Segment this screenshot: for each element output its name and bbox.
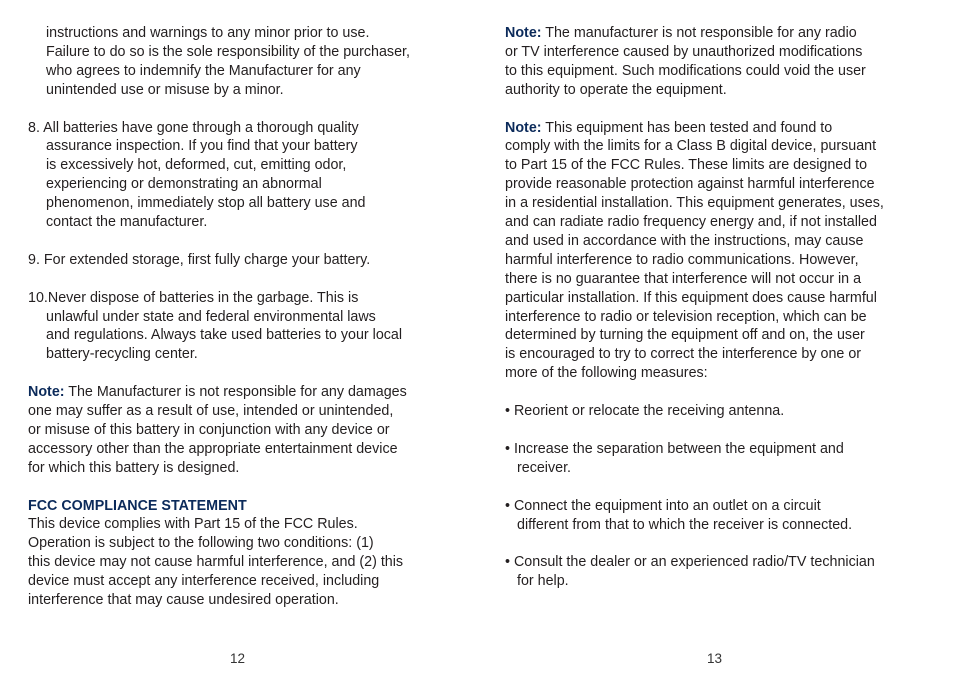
fcc-statement-text: This device complies with Part 15 of the FCC Rules. Operation is subject to the following two conditions: (1) this device may not cause harmful interference, and (2) this device must accept any interference received, including interference that may cause undesired operation. [28, 516, 404, 609]
note-text: This equipment has been tested and found to comply with the limits for a Class B digital device, pursuant to Part 15 of the FCC Rules. These limits are designed to provide reasonable protection against harmful interference in a residential installation. This equipment generates, uses, and can radiate radio frequency energy and, if not installed and used in accordance with the instructions, may cause harmful interference to radio communications. However, there is no guarantee that interference will not occur in a particular installation. If this equipment does cause harmful interference to radio or television reception, which can be determined by turning the equipment off and on, the user is encouraged to try to correct the interference by one or more of the following measures: [505, 119, 884, 382]
bullet-consult-dealer: • Consult the dealer or an experienced radio/TV technician for help. [505, 554, 875, 590]
note-text: The Manufacturer is not responsible for any damages one may suffer as a result of use, intended or unintended, or misuse of this battery in conjunction with any device or accessory other than the appropriate entertainment device for which this battery is designed. [28, 384, 407, 476]
page-number-left: 12 [230, 651, 246, 666]
class-b-note [505, 119, 935, 384]
bullet-reorient-antenna: • Reorient or relocate the receiving antenna. [505, 403, 785, 420]
note-label: Note: [28, 384, 65, 401]
bullet-different-circuit: • Connect the equipment into an outlet on a circuit different from that to which the receiver is connected. [505, 497, 853, 533]
note-text: The manufacturer is not responsible for any radio or TV interference caused by unauthorized modifications to this equipment. Such modifications could void the user authority to operate the equipment. [505, 25, 866, 98]
bullet-increase-separation: • Increase the separation between the equipment and receiver. [505, 440, 844, 476]
damages-note [28, 383, 454, 478]
note-label: Note: [505, 25, 542, 41]
continued-warning-text: instructions and warnings to any minor prior to use. Failure to do so is the sole responsibility of the purchaser, who agrees to indemnify the Manufacturer for any unintended use or misuse by a minor. [46, 25, 410, 98]
page-number-right: 13 [707, 651, 723, 666]
left-page [28, 24, 454, 610]
interference-note [505, 24, 935, 100]
list-item-10: 10.Never dispose of batteries in the garbage. This is unlawful under state and federal environmental laws and regulations. Always take used batteries to your local battery-recycling center. [28, 289, 403, 363]
fcc-heading: FCC COMPLIANCE STATEMENT [28, 497, 247, 514]
list-item-8: 8. All batteries have gone through a thorough quality assurance inspection. If you find that your battery is excessively hot, deformed, cut, emitting odor, experiencing or demonstrating an abnormal phenomenon, immediately stop all battery use and contact the manufacturer. [28, 119, 366, 231]
list-item-9: 9. For extended storage, first fully charge your battery. [28, 251, 371, 268]
note-label: Note: [505, 119, 542, 136]
right-page [505, 24, 935, 591]
